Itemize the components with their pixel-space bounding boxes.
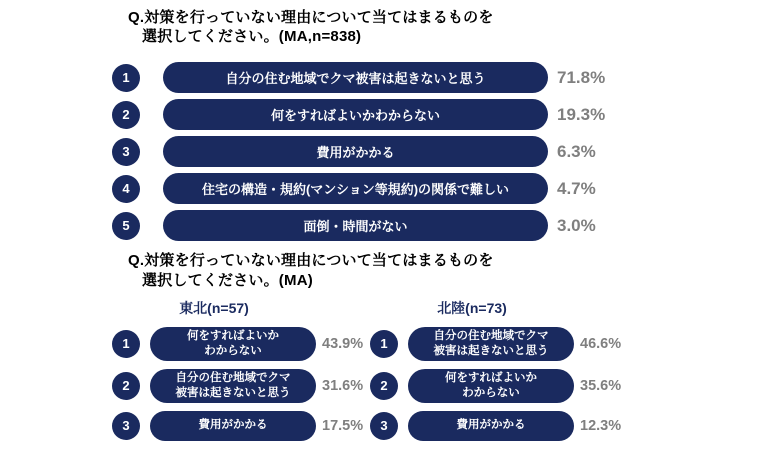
reason-bar: 住宅の構造・規約(マンション等規約)の関係で難しい [163,173,548,204]
rank-badge: 3 [370,412,398,440]
hokuriku-rank-row-1 [370,327,628,361]
column-hokuriku [370,298,628,449]
hokuriku-rank-row-2 [370,369,628,403]
section2-title-line1: Q.対策を行っていない理由について当てはまるものを [128,252,494,270]
tohoku-rank-row-1 [112,327,370,361]
reason-bar: 面倒・時間がない [163,210,548,241]
rank-badge: 2 [112,101,140,129]
percent-value: 71.8% [557,67,606,87]
percent-value: 4.7% [557,178,596,198]
rank-row-3 [112,136,770,167]
reason-bar: 自分の住む地域でクマ被害は起きないと思う [163,62,548,93]
reason-bar-line1: 自分の住む地域でクマ [175,371,291,384]
tohoku-rank-row-3 [112,411,370,441]
rank-badge: 2 [112,372,140,400]
rank-badge: 5 [112,212,140,240]
percent-value: 3.0% [557,215,596,235]
section2-question-title [128,251,770,289]
reason-bar-line1: 自分の住む地域でクマ [433,329,549,342]
percent-value: 17.5% [322,417,364,434]
reason-bar [150,369,316,403]
reason-bar: 何をすればよいかわからない [163,99,548,130]
section2-title-line2: 選択してください。(MA) [142,271,313,289]
reason-bar-line2: わからない [462,386,520,399]
rank-row-5 [112,210,770,241]
column-tohoku [112,298,370,449]
hokuriku-rank-row-3 [370,411,628,441]
hokuriku-header: 北陸(n=73) [437,299,507,316]
percent-value: 12.3% [580,417,622,434]
reason-bar-line2: 被害は起きないと思う [433,344,549,357]
reason-bar-line1: 何をすればよいか [445,371,537,384]
percent-value: 35.6% [580,377,622,394]
reason-bar-line1: 費用がかかる [456,419,526,432]
regional-ranking-section [0,251,770,448]
percent-value: 6.3% [557,141,596,161]
rank-row-2 [112,99,770,130]
reason-bar [408,411,574,441]
tohoku-rank-row-2 [112,369,370,403]
reason-bar-line2: 被害は起きないと思う [175,386,291,399]
rank-row-4 [112,173,770,204]
rank-badge: 1 [370,330,398,358]
percent-value: 43.9% [322,335,364,352]
rank-badge: 1 [112,64,140,92]
survey-infographic [0,8,770,441]
reason-bar [150,411,316,441]
rank-badge: 1 [112,330,140,358]
percent-value: 31.6% [322,377,364,394]
rank-badge: 3 [112,138,140,166]
tohoku-header: 東北(n=57) [179,299,249,316]
region-columns [112,298,770,449]
overall-ranking-section [0,8,770,241]
reason-bar-line1: 費用がかかる [198,419,268,432]
section1-title-line1: Q.対策を行っていない理由について当てはまるものを [128,9,494,26]
reason-bar [408,369,574,403]
rank-badge: 3 [112,412,140,440]
rank-row-1 [112,62,770,93]
rank-badge: 4 [112,175,140,203]
reason-bar-line1: 何をすればよいか [187,329,279,342]
reason-bar: 費用がかかる [163,136,548,167]
percent-value: 46.6% [580,335,622,352]
section1-title-line2: 選択してください。(MA,n=838) [142,28,362,46]
reason-bar [408,327,574,361]
section1-question-title [128,8,770,46]
reason-bar-line2: わからない [204,344,262,357]
percent-value: 19.3% [557,104,606,124]
overall-rank-list [112,62,770,241]
reason-bar [150,327,316,361]
rank-badge: 2 [370,372,398,400]
